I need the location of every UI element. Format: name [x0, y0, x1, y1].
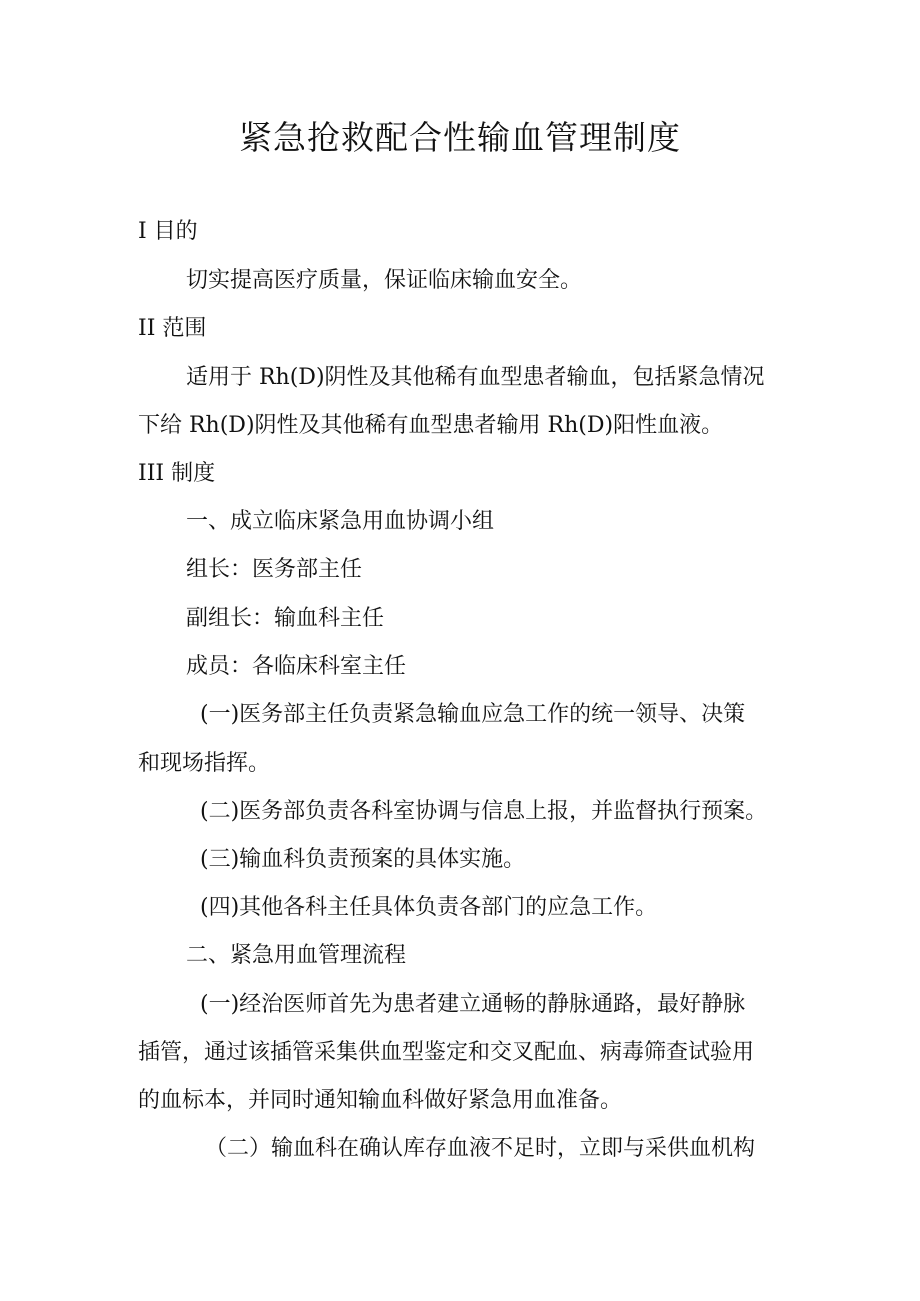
- paragraph-line: 的血标本，并同时通知输血科做好紧急用血准备。: [138, 1088, 623, 1113]
- subsection-heading: 一、成立临床紧急用血协调小组: [186, 509, 495, 534]
- list-item: (一)经治医师首先为患者建立通畅的静脉通路，最好静脉: [200, 992, 746, 1017]
- list-item: (一)医务部主任负责紧急输血应急工作的统一领导、决策: [200, 702, 746, 727]
- list-item: (二)医务部负责各科室协调与信息上报，并监督执行预案。: [200, 799, 768, 824]
- paragraph-line: 成员：各临床科室主任: [186, 654, 407, 679]
- section-heading-policy: III 制度: [138, 461, 216, 486]
- section-heading-scope: II 范围: [138, 316, 207, 341]
- paragraph-line: 下给 Rh(D)阴性及其他稀有血型患者输用 Rh(D)阳性血液。: [138, 413, 724, 438]
- document-title: 紧急抢救配合性输血管理制度: [239, 118, 681, 157]
- paragraph-line: 切实提高医疗质量，保证临床输血安全。: [186, 268, 583, 293]
- paragraph-line: 插管，通过该插管采集供血型鉴定和交叉配血、病毒筛查试验用: [138, 1040, 755, 1065]
- list-item: （二）输血科在确认库存血液不足时，立即与采供血机构: [205, 1136, 756, 1161]
- list-item: (三)输血科负责预案的具体实施。: [200, 847, 526, 872]
- list-item: (四)其他各科主任具体负责各部门的应急工作。: [200, 895, 658, 920]
- subsection-heading: 二、紧急用血管理流程: [186, 943, 407, 968]
- paragraph-line: 和现场指挥。: [138, 751, 271, 776]
- section-heading-purpose: I 目的: [138, 219, 198, 244]
- paragraph-line: 适用于 Rh(D)阴性及其他稀有血型患者输血，包括紧急情况: [186, 365, 765, 390]
- paragraph-line: 组长：医务部主任: [186, 557, 363, 582]
- paragraph-line: 副组长：输血科主任: [186, 606, 385, 631]
